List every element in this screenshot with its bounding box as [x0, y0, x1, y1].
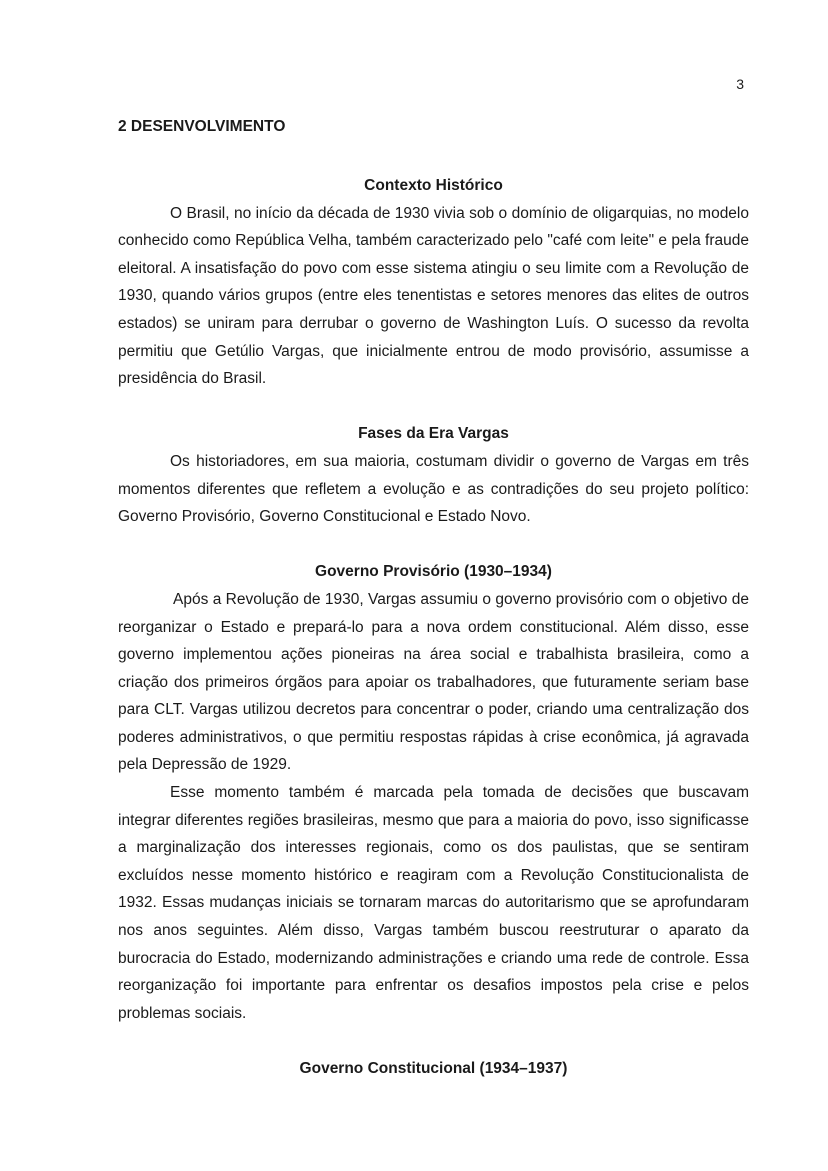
- section-title-governo-constitucional: Governo Constitucional (1934–1937): [299, 1060, 568, 1077]
- paragraph-fases-era-vargas: Os historiadores, em sua maioria, costumam dividir o governo de Vargas em três momentos diferentes que refletem a evolução e as contradições do seu projeto político: Governo Provisório, Governo Constitucional e Estado Novo.: [118, 452, 749, 526]
- section-title-contexto-historico: Contexto Histórico: [364, 177, 503, 194]
- section-spacer: [118, 393, 749, 421]
- section-title-governo-provisorio: Governo Provisório (1930–1934): [315, 563, 552, 581]
- paragraph-governo-provisorio-1: Após a Revolução de 1930, Vargas assumiu o governo provisório com o objetivo de reorganizar o Estado e prepará-lo para a nova ordem constitucional. Além disso, esse governo implementou ações pioneiras na área social e trabalhista brasileira, como a criação dos primeiros órgãos para apoiar os trabalhadores, que futuramente seriam base para CLT. Vargas utilizou decretos para concentrar o poder, criando uma centralização dos poderes administrativos, o que permitiu respostas rápidas à crise econômica, já agravada pela Depressão de 1929.: [118, 590, 749, 774]
- paragraph-governo-provisorio-2: Esse momento também é marcada pela tomada de decisões que buscavam integrar diferentes regiões brasileiras, mesmo que para a maioria do povo, isso significasse a marginalização dos interesses regionais, como os dos paulistas, que se sentiram excluídos nesse momento histórico e reagiram com a Revolução Constitucionalista de 1932. Essas mudanças iniciais se tornaram marcas do autoritarismo que se aprofundaram nos anos seguintes. Além disso, Vargas também buscou reestruturar o aparato da burocracia do Estado, modernizando administrações e criando uma rede de controle. Essa reorganização foi importante para enfrentar os desafios impostos pela crise e pelos problemas sociais.: [118, 784, 749, 1022]
- paragraph-contexto-historico: O Brasil, no início da década de 1930 vivia sob o domínio de oligarquias, no modelo conhecido como República Velha, também caracterizado pelo "café com leite" e pela fraude eleitoral. A insatisfação do povo com esse sistema atingiu o seu limite com a Revolução de 1930, quando vários grupos (entre eles tenentistas e setores menores das elites de outros estados) se uniram para derrubar o governo de Washington Luís. O sucesso da revolta permitiu que Getúlio Vargas, que inicialmente entrou de modo provisório, assumisse a presidência do Brasil.: [118, 204, 749, 388]
- section-spacer: [118, 1027, 749, 1055]
- section-title-fases-era-vargas: Fases da Era Vargas: [358, 425, 509, 443]
- section-spacer: [118, 531, 749, 559]
- chapter-title: 2 DESENVOLVIMENTO: [118, 118, 286, 135]
- page-number: 3: [736, 76, 744, 92]
- document-body: [118, 172, 749, 1083]
